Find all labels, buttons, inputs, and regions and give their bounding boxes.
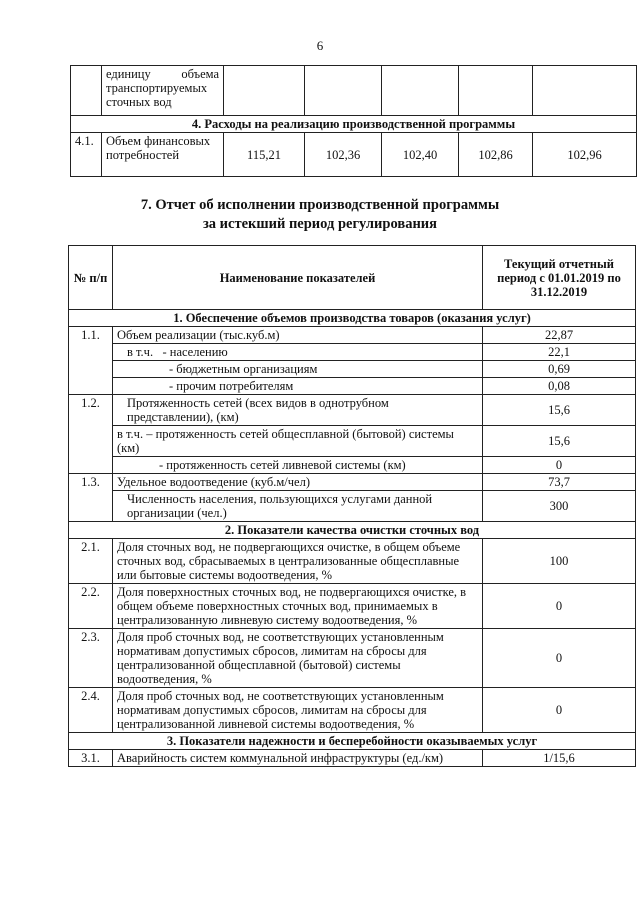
row-name: Объем финансовых потребностей [102,133,224,177]
row-number: 2.3. [69,629,113,688]
value-cell: 102,40 [382,133,459,177]
section-header-row [69,522,636,539]
table-row [71,133,637,177]
value-cell: 15,6 [483,395,636,426]
table-row [69,750,636,767]
table-row [69,584,636,629]
value-cell: 15,6 [483,426,636,457]
row-name: единицу объема транспортируемых сточных вод [102,66,224,116]
row-name: - прочим потребителям [113,378,483,395]
table-row [69,491,636,522]
table-row [69,327,636,344]
table-row [69,426,636,457]
section-header-row [71,116,637,133]
row-number: 4.1. [71,133,102,177]
row-name: в т.ч. – протяженность сетей общесплавной (бытовой) системы (км) [113,426,483,457]
section-title: 4. Расходы на реализацию производственной программы [71,116,637,133]
row-number: 1.2. [69,395,113,426]
table-row [69,395,636,426]
row-name: - бюджетным организациям [113,361,483,378]
value-cell: 102,96 [533,133,637,177]
value-cell: 0 [483,584,636,629]
value-cell: 0 [483,629,636,688]
previous-table-fragment [70,65,637,177]
header-num: № п/п [69,246,113,310]
row-number: 2.2. [69,584,113,629]
table-row [69,688,636,733]
row-name: Доля сточных вод, не подвергающихся очистке, в общем объеме сточных вод, сбрасываемых в централизованные общесплавные или бытовые системы водоотведения, % [113,539,483,584]
row-name: Численность населения, пользующихся услугами данной организации (чел.) [113,491,483,522]
value-cell: 100 [483,539,636,584]
section-header-row [69,310,636,327]
row-name: - протяженность сетей ливневой системы (км) [113,457,483,474]
table-row [69,474,636,491]
table-row [71,66,637,116]
row-number: 2.4. [69,688,113,733]
row-name: в т.ч. - населению [113,344,483,361]
value-cell: 102,36 [305,133,382,177]
row-name: Аварийность систем коммунальной инфраструктуры (ед./км) [113,750,483,767]
table-row [69,378,636,395]
value-cell: 22,87 [483,327,636,344]
value-cell: 22,1 [483,344,636,361]
section-title: 1. Обеспечение объемов производства товаров (оказания услуг) [69,310,636,327]
value-cell: 0 [483,688,636,733]
table-row [69,457,636,474]
row-name: Объем реализации (тыс.куб.м) [113,327,483,344]
report-title [0,196,640,234]
table-row [69,629,636,688]
value-cell: 300 [483,491,636,522]
value-cell: 0 [483,457,636,474]
value-cell: 115,21 [224,133,305,177]
row-name: Доля проб сточных вод, не соответствующих установленным нормативам допустимых сбросов, лимитам на сбросы для централизованной общесплавной (бытовой) системы водоотведения, % [113,629,483,688]
row-number: 1.1. [69,327,113,344]
table-row [69,344,636,361]
table-row [69,361,636,378]
report-title-line: 7. Отчет об исполнении производственной программы [140,197,500,213]
table-row [69,539,636,584]
header-period: Текущий отчетный период с 01.01.2019 по 31.12.2019 [483,246,636,310]
value-cell: 1/15,6 [483,750,636,767]
row-number: 2.1. [69,539,113,584]
row-name: Доля поверхностных сточных вод, не подвергающихся очистке, в общем объеме поверхностных сточных вод, принимаемых в централизованную ливневую систему водоотведения, % [113,584,483,629]
value-cell: 73,7 [483,474,636,491]
section-title: 3. Показатели надежности и бесперебойности оказываемых услуг [69,733,636,750]
header-name: Наименование показателей [113,246,483,310]
section-header-row [69,733,636,750]
value-cell: 0,69 [483,361,636,378]
header-row [69,246,636,310]
row-name: Доля проб сточных вод, не соответствующих установленным нормативам допустимых сбросов, лимитам на сбросы для централизованной ливневой системы водоотведения, % [113,688,483,733]
page-number: 6 [316,38,324,53]
row-name: Протяженность сетей (всех видов в однотрубном представлении), (км) [113,395,483,426]
value-cell: 102,86 [459,133,533,177]
section-title: 2. Показатели качества очистки сточных вод [69,522,636,539]
report-table [68,245,636,767]
report-title-line: за истекший период регулирования [202,216,438,232]
row-name: Удельное водоотведение (куб.м/чел) [113,474,483,491]
value-cell: 0,08 [483,378,636,395]
row-number: 1.3. [69,474,113,491]
row-number: 3.1. [69,750,113,767]
